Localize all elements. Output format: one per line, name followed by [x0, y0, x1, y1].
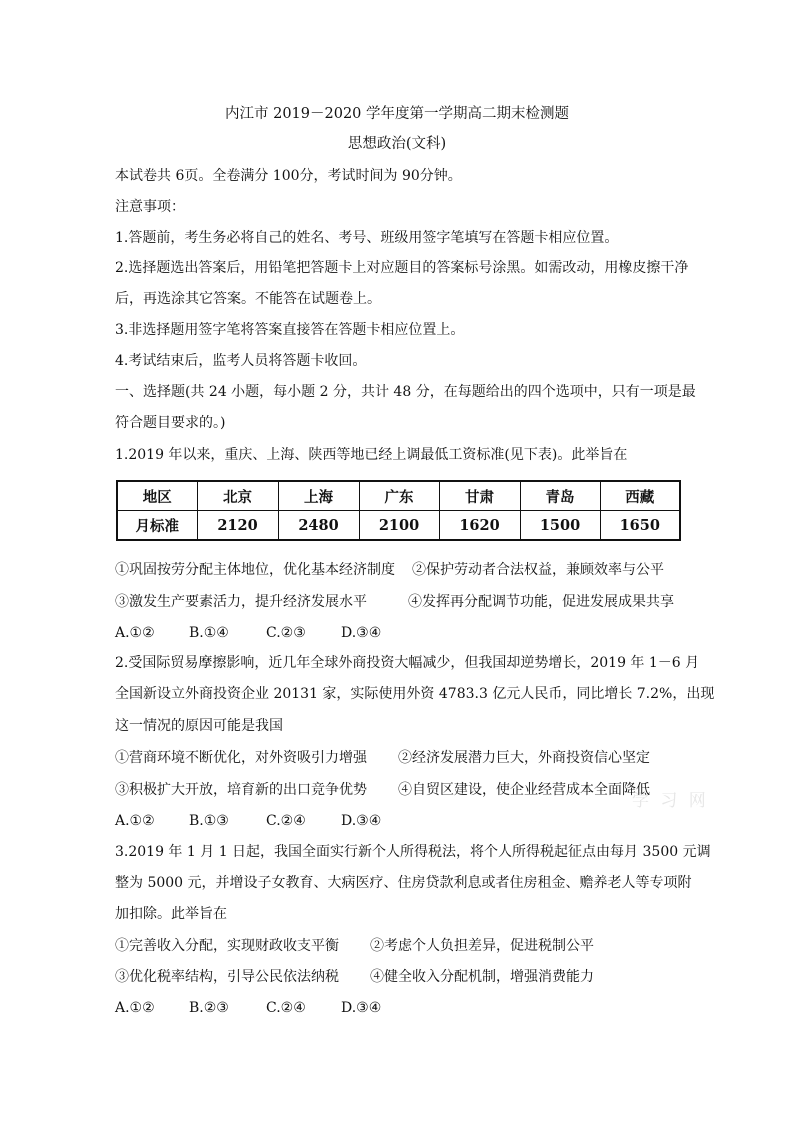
q2-option-3: ③积极扩大开放，培育新的出口竞争优势	[115, 782, 367, 798]
table-row	[117, 511, 680, 541]
table-cell: 上海	[278, 481, 359, 511]
table-cell: 广东	[359, 481, 439, 511]
q2-option-2: ②经济发展潜力巨大，外商投资信心坚定	[398, 750, 650, 766]
q2-answer-c: C.②④	[266, 813, 306, 829]
section-heading-cont: 符合题目要求的。)	[115, 415, 226, 431]
q2-answer-d: D.③④	[341, 813, 382, 829]
note-1: 1.答题前，考生务必将自己的姓名、考号、班级用签字笔填写在答题卡相应位置。	[115, 230, 619, 246]
q2-answer-b: B.①③	[189, 813, 229, 829]
table-cell: 北京	[197, 481, 278, 511]
q1-option-4: ④发挥再分配调节功能，促进发展成果共享	[408, 594, 674, 610]
table-cell: 1620	[439, 511, 520, 541]
table-cell: 1500	[520, 511, 600, 541]
note-3: 3.非选择题用签字笔将答案直接答在答题卡相应位置上。	[115, 322, 465, 338]
table-cell: 1650	[600, 511, 680, 541]
q3-stem-1: 3.2019 年 1 月 1 日起，我国全面实行新个人所得税法，将个人所得税起征点由每月 3500 元调	[115, 844, 711, 860]
q3-answer-d: D.③④	[341, 1000, 382, 1016]
q1-option-3: ③激发生产要素活力，提升经济发展水平	[115, 594, 367, 610]
table-cell: 西藏	[600, 481, 680, 511]
table-cell: 青岛	[520, 481, 600, 511]
note-2-cont: 后，再选涂其它答案。不能答在试题卷上。	[115, 291, 381, 307]
exam-info: 本试卷共 6页。全卷满分 100分，考试时间为 90分钟。	[115, 168, 462, 184]
q2-stem-2: 全国新设立外商投资企业 20131 家，实际使用外资 4783.3 亿元人民币，同比增长 7.2%，出现	[115, 686, 715, 702]
q1-answer-b: B.①④	[189, 625, 229, 641]
q3-answer-b: B.②③	[189, 1000, 229, 1016]
note-4: 4.考试结束后，监考人员将答题卡收回。	[115, 353, 367, 369]
table-cell: 2480	[278, 511, 359, 541]
q2-stem-3: 这一情况的原因可能是我国	[115, 718, 283, 734]
watermark: 学 习 网	[632, 791, 709, 811]
q3-stem-2: 整为 5000 元，并增设子女教育、大病医疗、住房贷款利息或者住房租金、赡养老人等专项附	[115, 875, 692, 891]
q3-stem-3: 加扣除。此举旨在	[115, 906, 227, 922]
q1-option-1: ①巩固按劳分配主体地位，优化基本经济制度	[115, 562, 395, 578]
table-cell: 2120	[197, 511, 278, 541]
wage-table	[116, 480, 681, 541]
q2-answer-a: A.①②	[115, 813, 155, 829]
table-header-region: 地区	[117, 481, 197, 511]
notes-heading: 注意事项：	[115, 199, 185, 215]
table-cell: 甘肃	[439, 481, 520, 511]
note-2: 2.选择题选出答案后，用铅笔把答题卡上对应题目的答案标号涂黑。如需改动，用橡皮擦干净	[115, 260, 689, 276]
q2-option-4: ④自贸区建设，使企业经营成本全面降低	[398, 782, 650, 798]
q1-stem: 1.2019 年以来，重庆、上海、陕西等地已经上调最低工资标准(见下表)。此举旨在	[115, 447, 628, 463]
q3-option-4: ④健全收入分配机制，增强消费能力	[370, 969, 594, 985]
q3-option-3: ③优化税率结构，引导公民依法纳税	[115, 969, 339, 985]
q1-answer-c: C.②③	[266, 625, 306, 641]
q3-option-1: ①完善收入分配，实现财政收支平衡	[115, 938, 339, 954]
q3-answer-c: C.②④	[266, 1000, 306, 1016]
table-row	[117, 481, 680, 511]
q1-option-2: ②保护劳动者合法权益，兼顾效率与公平	[412, 562, 664, 578]
section-heading: 一、选择题(共 24 小题，每小题 2 分，共计 48 分，在每题给出的四个选项中，只有一项是最	[115, 384, 696, 400]
q1-answer-a: A.①②	[115, 625, 155, 641]
q2-option-1: ①营商环境不断优化，对外资吸引力增强	[115, 750, 367, 766]
q3-option-2: ②考虑个人负担差异，促进税制公平	[370, 938, 594, 954]
q1-answer-d: D.③④	[341, 625, 382, 641]
exam-subtitle: 思想政治(文科)	[347, 136, 447, 152]
table-cell: 2100	[359, 511, 439, 541]
table-header-standard: 月标准	[117, 511, 197, 541]
exam-title: 内江市 2019－2020 学年度第一学期高二期末检测题	[224, 106, 570, 122]
q2-stem-1: 2.受国际贸易摩擦影响，近几年全球外商投资大幅减少，但我国却逆势增长，2019 年 1－6 月	[115, 655, 700, 671]
q3-answer-a: A.①②	[115, 1000, 155, 1016]
